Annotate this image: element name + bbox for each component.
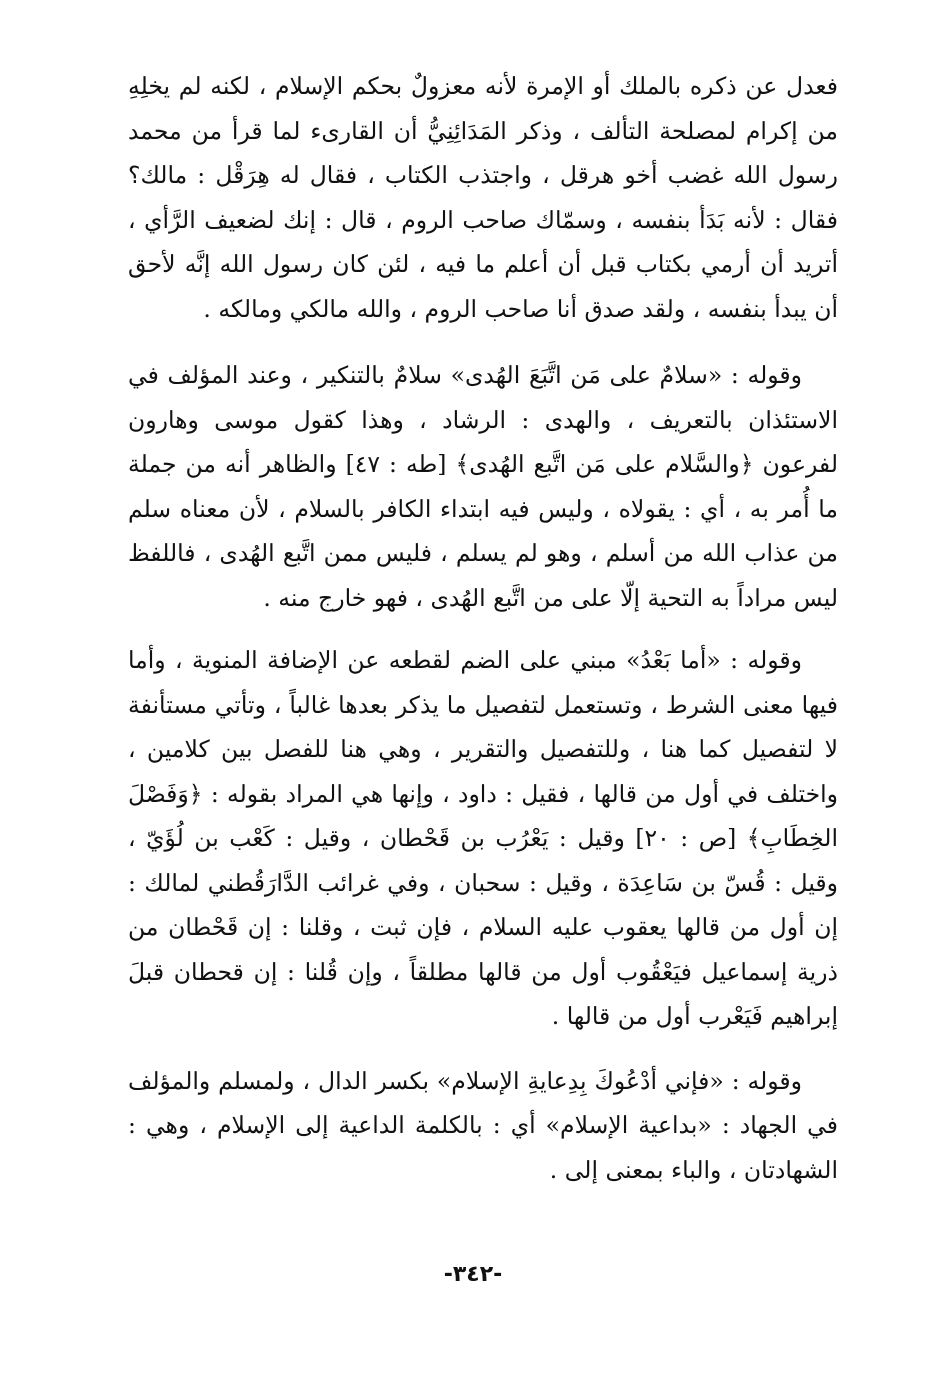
page-number: -٣٤٢- <box>443 1262 503 1287</box>
paragraph-1: فعدل عن ذكره بالملك أو الإمرة لأنه معزولٌ بحكم الإسلام ، لكنه لم يخلِهِ من إكرام لمصلحة التألف ، وذكر المَدَائِنِيُّ أن القارىء لما قرأ من محمد رسول الله غضب أخو هرقل ، واجتذب الكتاب ، فقال له هِرَقْل : مالك؟ فقال : لأنه بَدَأ بنفسه ، وسمّاك صاحب الروم ، قال : إنك لضعيف الرَّأي ، أتريد أن أرمي بكتاب قبل أن أعلم ما فيه ، لئن كان رسول الله إنَّه لأحق أن يبدأ بنفسه ، ولقد صدق أنا صاحب الروم ، والله مالكي ومالكه . <box>128 72 838 323</box>
paragraph-4: وقوله : «فإني أدْعُوكَ بِدِعايةِ الإسلام» بكسر الدال ، ولمسلم والمؤلف في الجهاد : «بداعية الإسلام» أي : بالكلمة الداعية إلى الإسلام ، وهي : الشهادتان ، والباء بمعنى إلى . <box>128 1066 838 1184</box>
paragraph-2: وقوله : «سلامٌ على مَن اتَّبَعَ الهُدى» سلامٌ بالتنكير ، وعند المؤلف في الاستئذان بالتعريف ، والهدى : الرشاد ، وهذا كقول موسى وهارون لفرعون ﴿والسَّلام على مَن اتَّبع الهُدى﴾ [طه : ٤٧] والظاهر أنه من جملة ما أُمر به ، أي : يقولاه ، وليس فيه ابتداء الكافر بالسلام ، لأن معناه سلم من عذاب الله من أسلم ، وهو لم يسلم ، فليس ممن اتَّبع الهُدى ، فاللفظ ليس مراداً به التحية إلّا على من اتَّبع الهُدى ، فهو خارج منه . <box>128 361 838 612</box>
body-text <box>128 64 838 1192</box>
paragraph-3: وقوله : «أما بَعْدُ» مبني على الضم لقطعه عن الإضافة المنوية ، وأما فيها معنى الشرط ، وتستعمل لتفصيل ما يذكر بعدها غالباً ، وتأتي مستأنفة لا لتفصيل كما هنا ، وللتفصيل والتقرير ، وهي هنا للفصل بين كلامين ، واختلف في أول من قالها ، فقيل : داود ، وإنها هي المراد بقوله : ﴿وَفَصْلَ الخِطَابِ﴾ [ص : ٢٠] وقيل : يَعْرُب بن قَحْطان ، وقيل : كَعْب بن لُؤَيّ ، وقيل : قُسّ بن سَاعِدَة ، وقيل : سحبان ، وفي غرائب الدَّارَقُطني لمالك : إن أول من قالها يعقوب عليه السلام ، فإن ثبت ، وقلنا : إن قَحْطان من ذرية إسماعيل فيَعْقُوب أول من قالها مطلقاً ، وإن قُلنا : إن قحطان قبلَ إبراهيم فَيَعْرب أول من قالها . <box>128 646 838 1030</box>
